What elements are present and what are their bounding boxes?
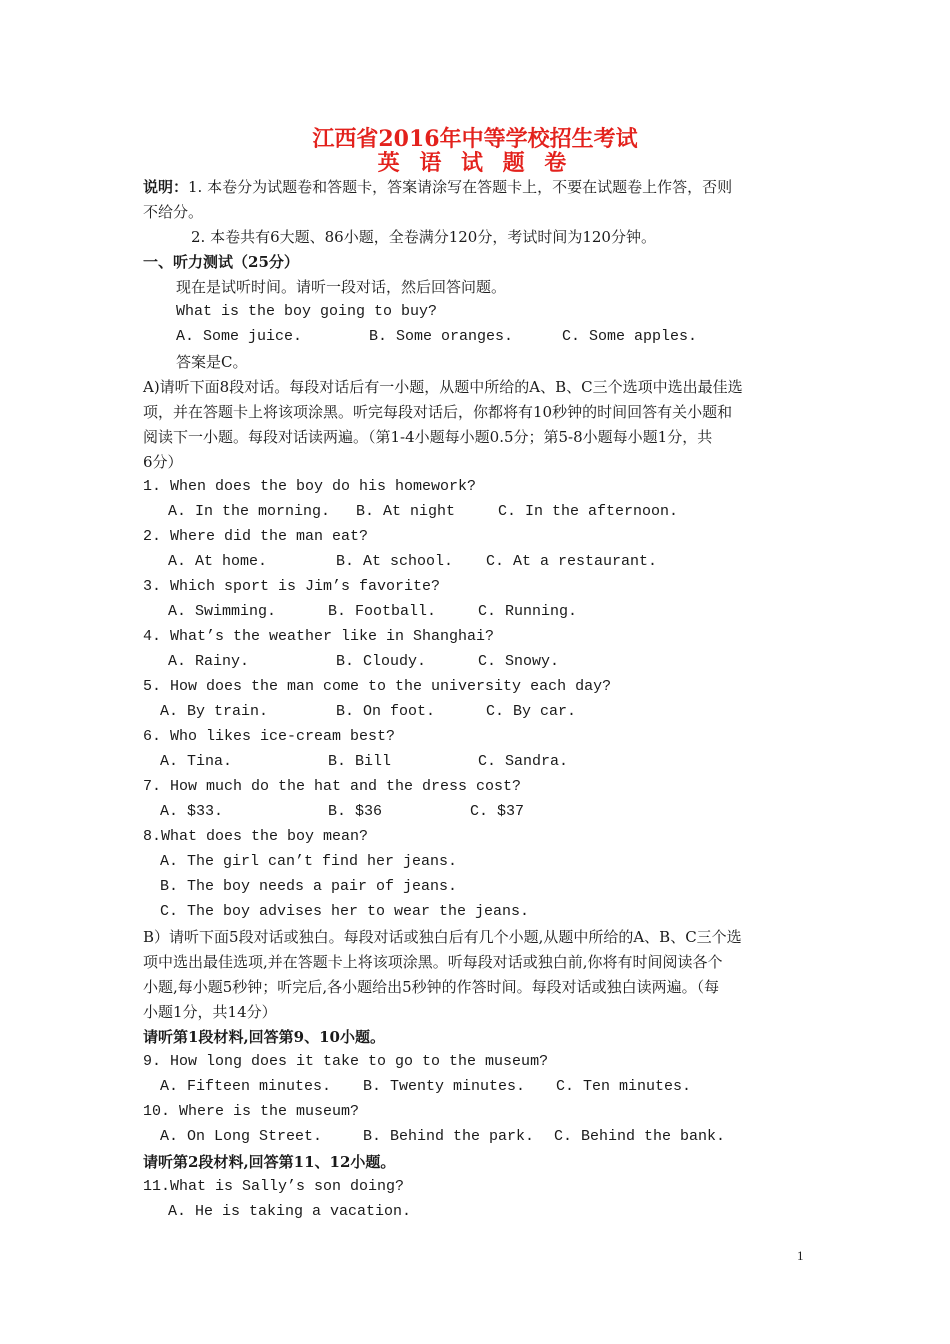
option: C. In the afternoon. bbox=[498, 503, 679, 520]
instructions-item-2: 2. 本卷共有6大题、86小题，全卷满分120分，考试时间为120分钟。 bbox=[191, 228, 656, 246]
partA-instruction: 阅读下一小题。每段对话读两遍。（第1-4小题每小题0.5分；第5-8小题每小题1分，共 bbox=[143, 428, 713, 446]
instructions-line-1 bbox=[143, 177, 732, 197]
option: A. Rainy. bbox=[168, 653, 250, 670]
option: A. At home. bbox=[168, 553, 268, 570]
partB-instruction: 小题1分，共14分） bbox=[143, 1003, 277, 1021]
sample-question: What is the boy going to buy? bbox=[176, 303, 438, 320]
option: B. Twenty minutes. bbox=[363, 1078, 526, 1095]
sample-intro: 现在是试听时间。请听一段对话，然后回答问题。 bbox=[176, 278, 507, 296]
option: C. Behind the bank. bbox=[554, 1128, 726, 1145]
option: A. Some juice. bbox=[176, 328, 303, 345]
material-heading: 请听第2段材料,回答第11、12小题。 bbox=[143, 1153, 396, 1171]
option: C. Running. bbox=[478, 603, 578, 620]
partB-instruction: B）请听下面5段对话或独白。每段对话或独白后有几个小题,从题中所给的A、B、C三个选 bbox=[143, 928, 742, 946]
option: C. Sandra. bbox=[478, 753, 569, 770]
option: B. On foot. bbox=[336, 703, 436, 720]
page-number: 1 bbox=[797, 1248, 804, 1263]
sample-answer: 答案是C。 bbox=[176, 353, 248, 371]
question: 8.What does the boy mean? bbox=[143, 828, 369, 845]
question: 9. How long does it take to go to the museum? bbox=[143, 1053, 549, 1070]
option: B. Some oranges. bbox=[369, 328, 514, 345]
question: 7. How much do the hat and the dress cost? bbox=[143, 778, 522, 795]
option: B. Bill bbox=[328, 753, 392, 770]
option: C. Some apples. bbox=[562, 328, 698, 345]
option: A. He is taking a vacation. bbox=[168, 1203, 412, 1220]
question: 5. How does the man come to the university each day? bbox=[143, 678, 612, 695]
question: 1. When does the boy do his homework? bbox=[143, 478, 477, 495]
question: 6. Who likes ice-cream best? bbox=[143, 728, 396, 745]
option: C. $37 bbox=[470, 803, 525, 820]
exam-subtitle: 英 语 试 题 卷 bbox=[377, 150, 573, 176]
option: B. At night bbox=[356, 503, 456, 520]
option: A. In the morning. bbox=[168, 503, 331, 520]
material-heading: 请听第1段材料,回答第9、10小题。 bbox=[143, 1028, 385, 1046]
exam-title: 江西省2016年中等学校招生考试 bbox=[312, 126, 638, 152]
option: C. At a restaurant. bbox=[486, 553, 658, 570]
option: A. Swimming. bbox=[168, 603, 277, 620]
option: A. On Long Street. bbox=[160, 1128, 323, 1145]
option: B. $36 bbox=[328, 803, 383, 820]
section-heading: 一、听力测试（25分） bbox=[143, 253, 299, 271]
question: 10. Where is the museum? bbox=[143, 1103, 360, 1120]
option: B. At school. bbox=[336, 553, 454, 570]
partA-instruction: 项，并在答题卡上将该项涂黑。听完每段对话后，你都将有10秒钟的时间回答有关小题和 bbox=[143, 403, 733, 421]
option: A. Fifteen minutes. bbox=[160, 1078, 332, 1095]
question: 11.What is Sally’s son doing? bbox=[143, 1178, 405, 1195]
instructions-line-2: 不给分。 bbox=[143, 203, 204, 221]
option: C. Snowy. bbox=[478, 653, 560, 670]
option: C. The boy advises her to wear the jeans. bbox=[160, 903, 530, 920]
option: B. Cloudy. bbox=[336, 653, 427, 670]
option: B. Football. bbox=[328, 603, 437, 620]
partA-instruction: 6分） bbox=[143, 453, 183, 471]
option: A. Tina. bbox=[160, 753, 233, 770]
option: C. By car. bbox=[486, 703, 577, 720]
option: B. The boy needs a pair of jeans. bbox=[160, 878, 458, 895]
instructions-item-1: 1. 本卷分为试题卷和答题卡，答案请涂写在答题卡上，不要在试题卷上作答，否则 bbox=[188, 178, 733, 196]
partA-instruction: A)请听下面8段对话。每段对话后有一小题，从题中所给的A、B、C三个选项中选出最佳选 bbox=[143, 378, 743, 396]
question: 2. Where did the man eat? bbox=[143, 528, 369, 545]
option: A. $33. bbox=[160, 803, 224, 820]
partB-instruction: 项中选出最佳选项,并在答题卡上将该项涂黑。听每段对话或独白前,你将有时间阅读各个 bbox=[143, 953, 723, 971]
instructions-label: 说明： bbox=[143, 178, 189, 196]
option: C. Ten minutes. bbox=[556, 1078, 692, 1095]
option: B. Behind the park. bbox=[363, 1128, 535, 1145]
question: 3. Which sport is Jim’s favorite? bbox=[143, 578, 441, 595]
option: A. The girl can’t find her jeans. bbox=[160, 853, 458, 870]
question: 4. What’s the weather like in Shanghai? bbox=[143, 628, 495, 645]
option: A. By train. bbox=[160, 703, 269, 720]
partB-instruction: 小题,每小题5秒钟；听完后,各小题给出5秒钟的作答时间。每段对话或独白读两遍。（每 bbox=[143, 978, 720, 996]
